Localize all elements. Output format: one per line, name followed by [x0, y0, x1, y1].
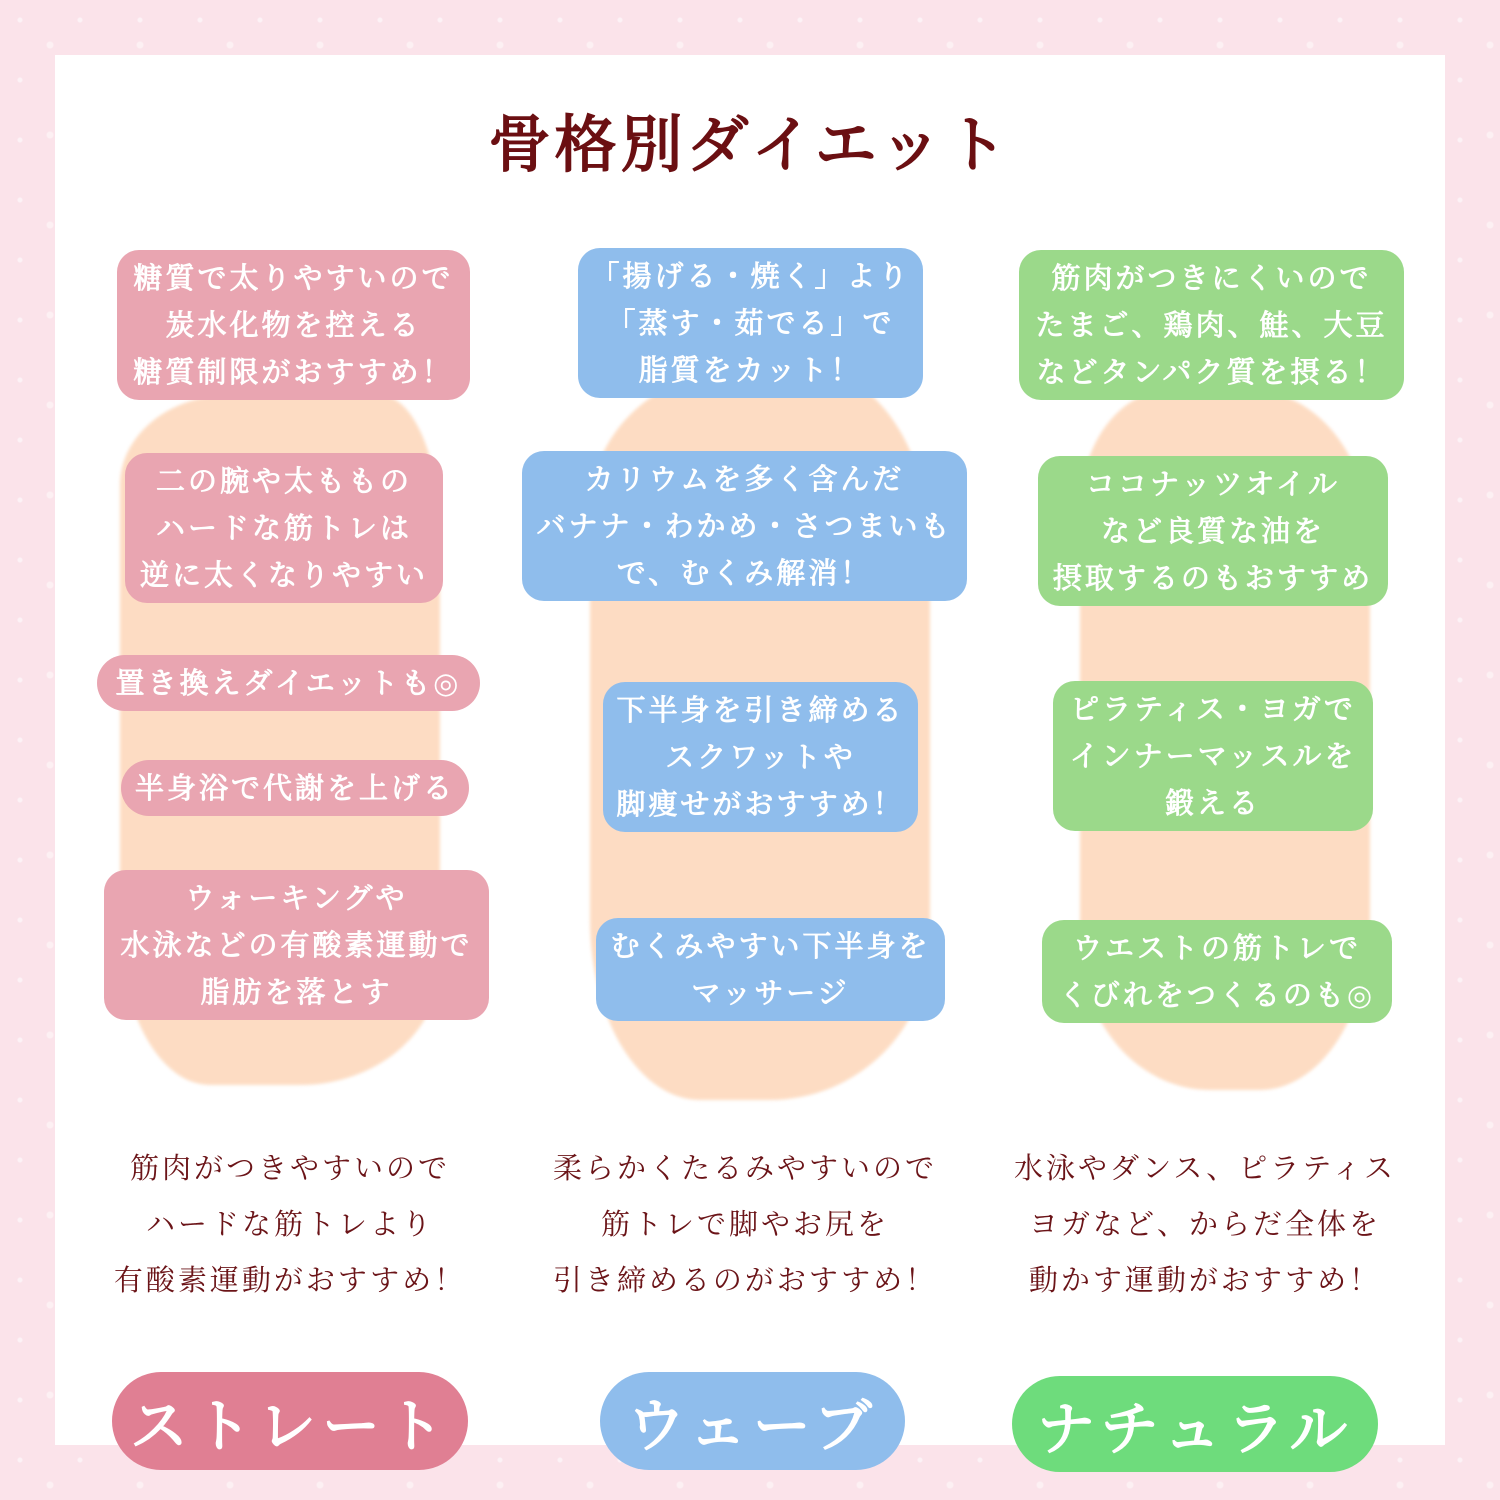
tip-bubble-wave-3: 下半身を引き締める スクワットや 脚痩せがおすすめ！	[603, 682, 918, 832]
tip-bubble-natural-2: ココナッツオイル など良質な油を 摂取するのもおすすめ	[1038, 456, 1388, 606]
page-title: 骨格別ダイエット	[488, 108, 1012, 181]
summary-straight: 筋肉がつきやすいので ハードな筋トレより 有酸素運動がおすすめ！	[113, 1151, 467, 1297]
tip-bubble-straight-2: 二の腕や太ももの ハードな筋トレは 逆に太くなりやすい	[125, 453, 443, 603]
tip-bubble-natural-1: 筋肉がつきにくいので たまご、鶏肉、鮭、大豆 などタンパク質を摂る！	[1019, 250, 1404, 400]
tip-bubble-natural-3: ピラティス・ヨガで インナーマッスルを 鍛える	[1053, 681, 1373, 831]
type-label-natural: ナチュラル	[1012, 1376, 1378, 1472]
type-label-wave: ウェーブ	[600, 1372, 905, 1470]
tip-bubble-straight-1: 糖質で太りやすいので 炭水化物を控える 糖質制限がおすすめ！	[117, 250, 470, 400]
tip-bubble-wave-2: カリウムを多く含んだ バナナ・わかめ・さつまいも で、むくみ解消！	[522, 451, 967, 601]
tip-bubble-wave-4: むくみやすい下半身を マッサージ	[596, 918, 945, 1021]
tip-bubble-natural-4: ウエストの筋トレで くびれをつくるのも◎	[1042, 920, 1392, 1023]
tip-bubble-wave-1: 「揚げる・焼く」より 「蒸す・茹でる」で 脂質をカット！	[578, 248, 923, 398]
summary-wave: 柔らかくたるみやすいので 筋トレで脚やお尻を 引き締めるのがおすすめ！	[552, 1151, 938, 1297]
type-label-straight: ストレート	[112, 1372, 468, 1470]
tip-bubble-straight-3: 置き換えダイエットも◎	[97, 655, 480, 711]
tip-bubble-straight-5: ウォーキングや 水泳などの有酸素運動で 脂肪を落とす	[104, 870, 489, 1020]
tip-bubble-straight-4: 半身浴で代謝を上げる	[121, 760, 469, 816]
summary-natural: 水泳やダンス、ピラティス ヨガなど、からだ全体を 動かす運動がおすすめ！	[1014, 1151, 1396, 1297]
